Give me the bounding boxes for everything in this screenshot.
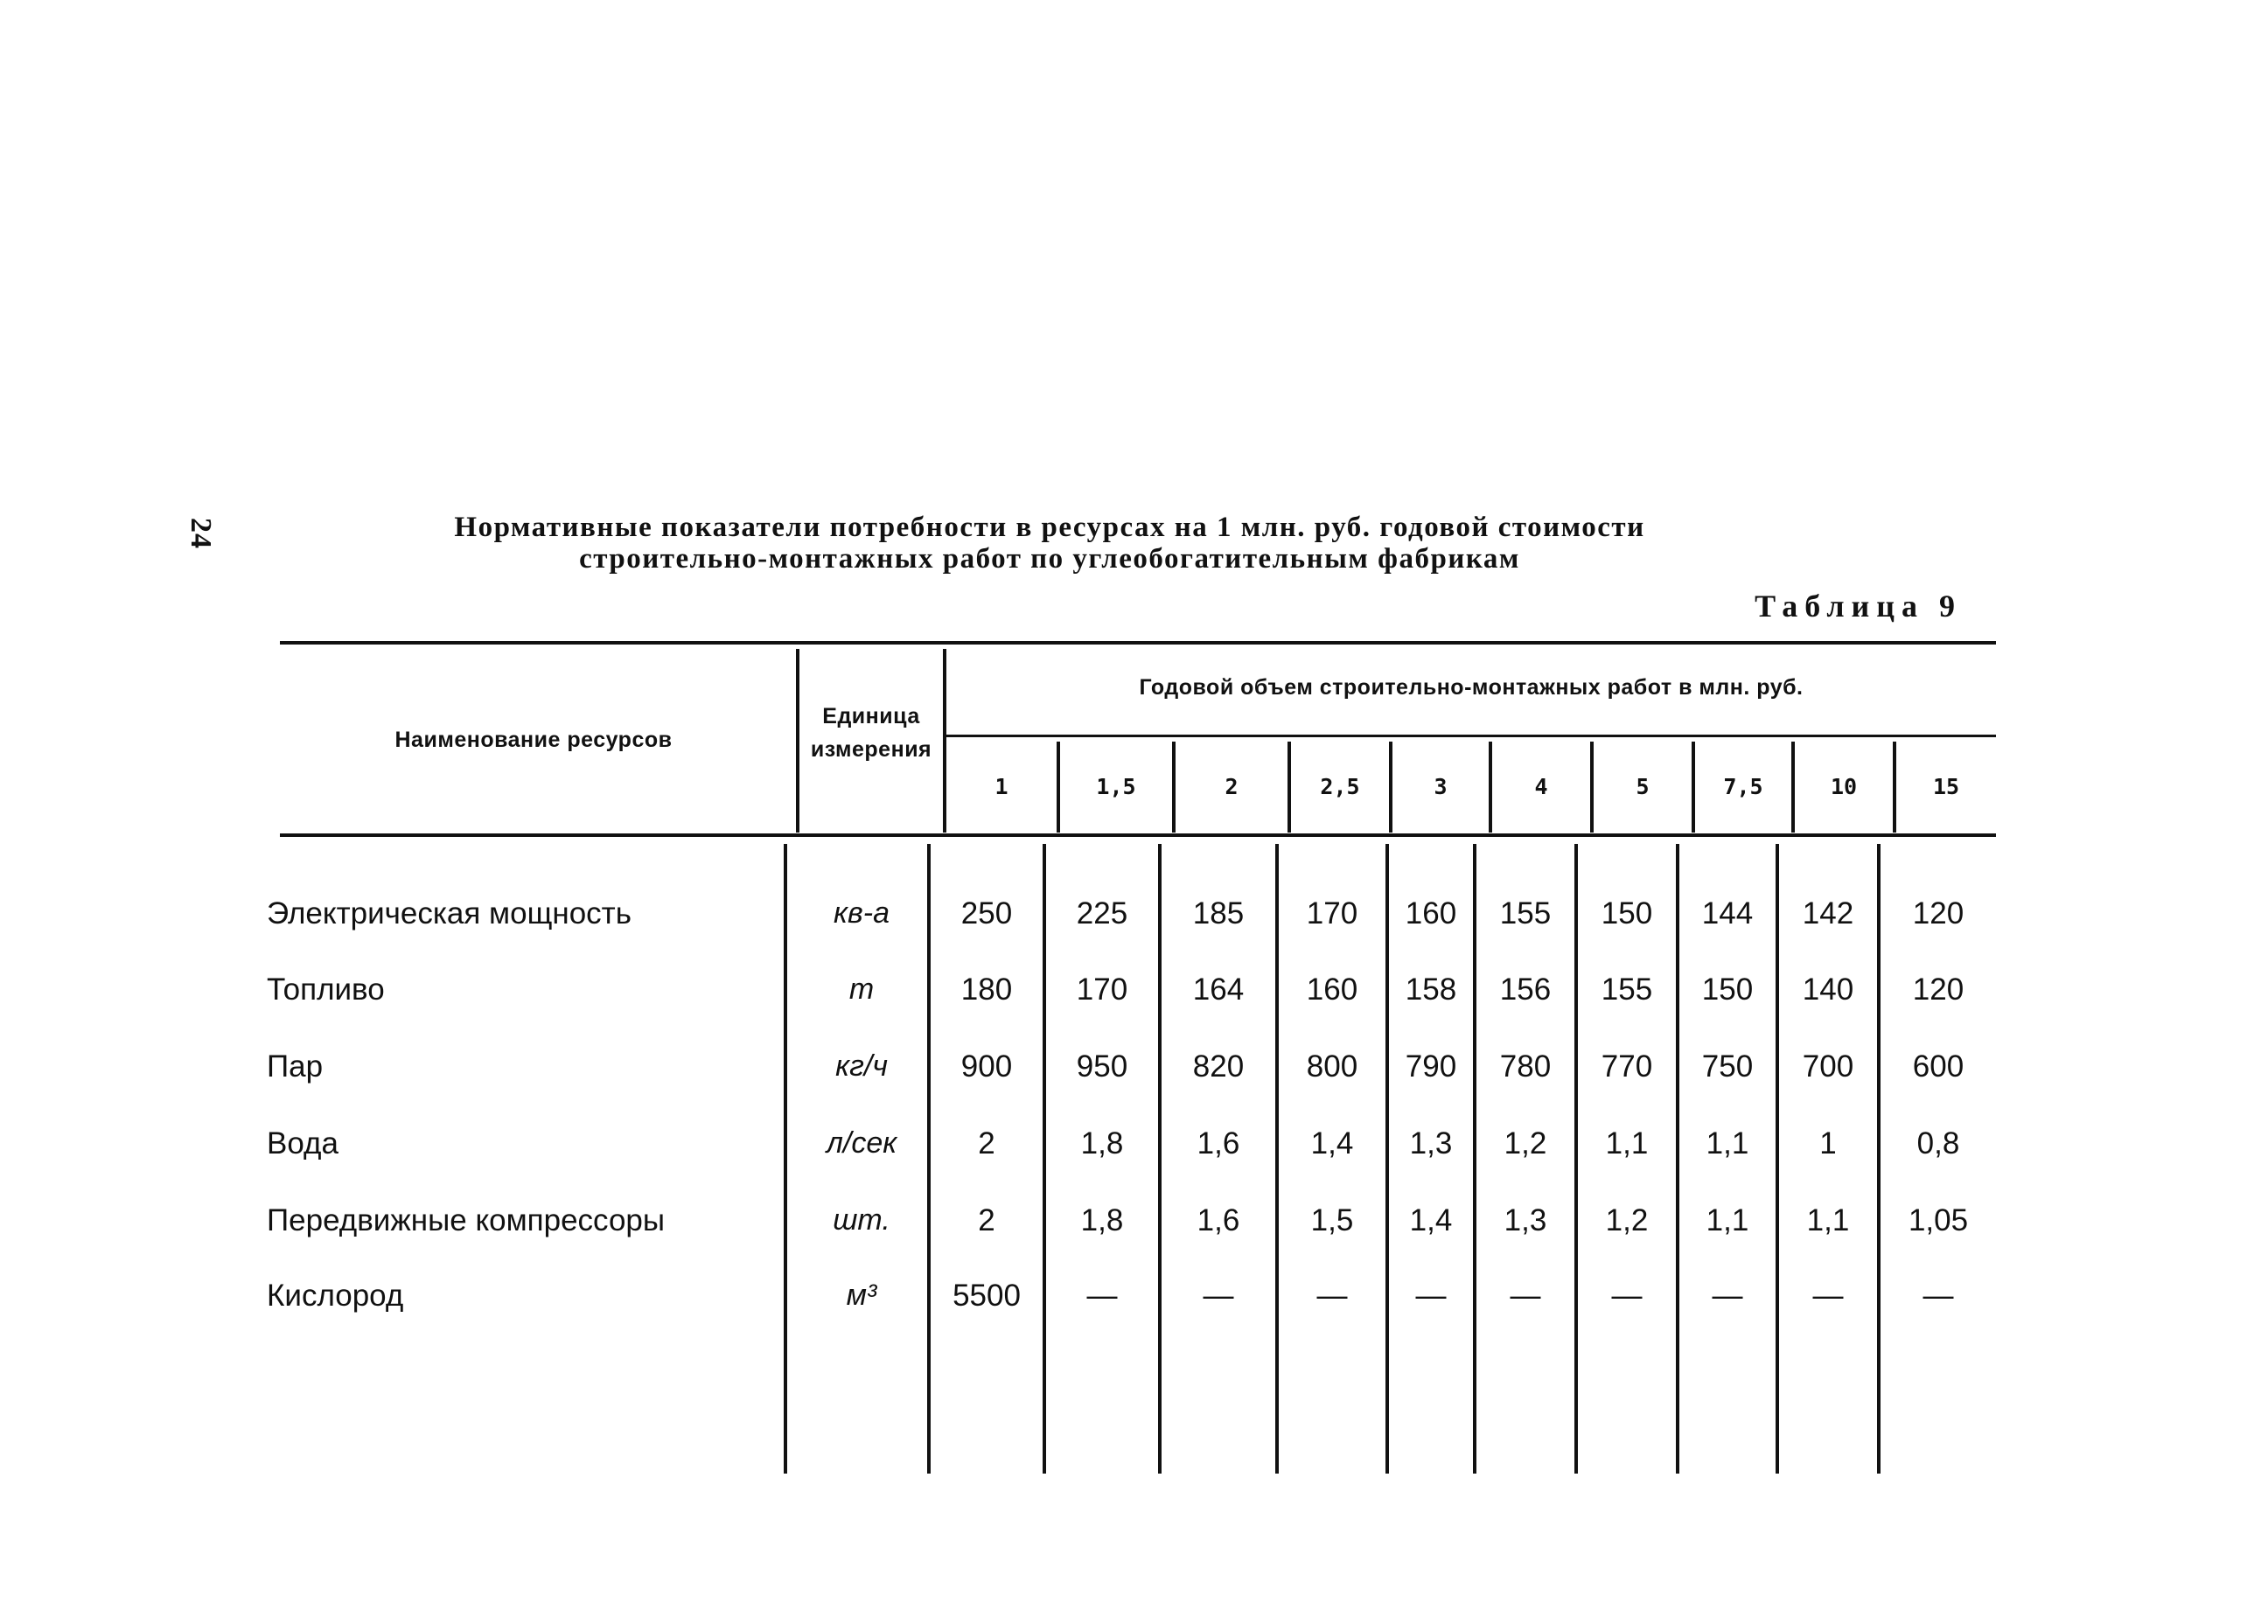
resource-name: Кислород (267, 1279, 404, 1313)
table-cell: 780 (1499, 1049, 1552, 1084)
resource-unit: м³ (846, 1279, 877, 1312)
table-cell: 750 (1701, 1049, 1754, 1084)
table-cell: 1,6 (1197, 1126, 1240, 1160)
table-cell: 144 (1701, 896, 1754, 930)
resource-name: Электрическая мощность (267, 896, 632, 930)
header-unit (799, 700, 943, 766)
volume-group-rule (943, 735, 1996, 737)
volume-column-header: 10 (1830, 774, 1858, 799)
table-cell: 770 (1601, 1049, 1653, 1084)
volume-column-header: 3 (1434, 774, 1448, 799)
resource-unit: л/сек (826, 1126, 897, 1160)
table-cell: 1,4 (1310, 1126, 1354, 1160)
page-number: 24 (185, 518, 217, 549)
volume-column-header: 2 (1225, 774, 1239, 799)
resource-unit: шт. (833, 1203, 890, 1237)
header-unit-line1: Единица (822, 704, 920, 728)
table-cell: 120 (1912, 972, 1964, 1007)
table-title (367, 512, 1732, 575)
table-cell: 600 (1912, 1049, 1964, 1084)
table-title-line1: Нормативные показатели потребности в ресурсах на 1 млн. руб. годовой стоимости (454, 512, 1645, 543)
table-cell: 900 (960, 1049, 1013, 1084)
table-cell: 1,8 (1080, 1126, 1124, 1160)
table-cell: 1,6 (1197, 1203, 1240, 1237)
volume-column-header: 4 (1534, 774, 1548, 799)
header-volume-group: Годовой объем строительно-монтажных работ в млн. руб. (1139, 675, 1804, 700)
resource-unit: кг/ч (835, 1049, 888, 1083)
header-resource-name: Наименование ресурсов (394, 728, 673, 752)
table-cell: — (1712, 1279, 1743, 1313)
table-cell: 790 (1405, 1049, 1457, 1084)
table-cell: 170 (1306, 896, 1358, 930)
volume-column-header: 1 (994, 774, 1008, 799)
table-cell: 140 (1802, 972, 1854, 1007)
table-cell: 1,4 (1409, 1203, 1453, 1237)
volume-column-header: 7,5 (1723, 774, 1763, 799)
table-cell: 158 (1405, 972, 1457, 1007)
table-title-line2: строительно-монтажных работ по углеобогатительным фабрикам (579, 543, 1520, 575)
table-cell: 950 (1076, 1049, 1128, 1084)
table-cell: 1,1 (1706, 1203, 1749, 1237)
table-cell: 1,8 (1080, 1203, 1124, 1237)
volume-column-header: 1,5 (1096, 774, 1136, 799)
table-cell: 1,1 (1706, 1126, 1749, 1160)
volume-column-header: 15 (1932, 774, 1960, 799)
table-cell: 1 (1819, 1126, 1837, 1160)
resource-name: Вода (267, 1126, 338, 1160)
table-cell: 800 (1306, 1049, 1358, 1084)
table-cell: 5500 (953, 1279, 1021, 1313)
table-cell: 150 (1601, 896, 1653, 930)
resource-name: Передвижные компрессоры (267, 1203, 666, 1237)
body-divider-unit (784, 844, 787, 1474)
table-cell: — (1316, 1279, 1348, 1313)
table-cell: 120 (1912, 896, 1964, 930)
table-cell: — (1203, 1279, 1234, 1313)
table-cell: 156 (1499, 972, 1552, 1007)
table-cell: 700 (1802, 1049, 1854, 1084)
table-cell: 155 (1499, 896, 1552, 930)
table-cell: 160 (1306, 972, 1358, 1007)
table-cell: — (1812, 1279, 1844, 1313)
table-cell: 164 (1192, 972, 1245, 1007)
header-unit-line2: измерения (810, 737, 932, 762)
table-cell: — (1086, 1279, 1118, 1313)
table-cell: 160 (1405, 896, 1457, 930)
table-number-label: Таблица 9 (1755, 589, 1962, 624)
table-cell: 1,05 (1908, 1203, 1969, 1237)
table-cell: 2 (978, 1126, 995, 1160)
table-cell: 180 (960, 972, 1013, 1007)
table-cell: 1,2 (1605, 1203, 1649, 1237)
volume-column-header: 2,5 (1320, 774, 1360, 799)
header-bottom-rule (280, 833, 1996, 837)
table-cell: — (1415, 1279, 1447, 1313)
resource-unit: т (848, 972, 875, 1006)
table-cell: — (1510, 1279, 1541, 1313)
table-cell: — (1923, 1279, 1954, 1313)
table-top-rule (280, 641, 1996, 645)
resource-name: Пар (267, 1049, 324, 1084)
table-cell: 170 (1076, 972, 1128, 1007)
table-cell: 150 (1701, 972, 1754, 1007)
table-cell: 1,3 (1504, 1203, 1547, 1237)
table-cell: 1,1 (1806, 1203, 1850, 1237)
resource-name: Топливо (267, 972, 385, 1007)
volume-column-header: 5 (1636, 774, 1650, 799)
table-cell: 1,3 (1409, 1126, 1453, 1160)
table-cell: 250 (960, 896, 1013, 930)
table-cell: — (1611, 1279, 1643, 1313)
table-cell: 185 (1192, 896, 1245, 930)
table-cell: 0,8 (1916, 1126, 1960, 1160)
table-cell: 1,2 (1504, 1126, 1547, 1160)
table-cell: 820 (1192, 1049, 1245, 1084)
table-cell: 142 (1802, 896, 1854, 930)
table-cell: 2 (978, 1203, 995, 1237)
table-cell: 225 (1076, 896, 1128, 930)
resource-unit: кв-а (833, 896, 890, 930)
table-cell: 155 (1601, 972, 1653, 1007)
table-cell: 1,5 (1310, 1203, 1354, 1237)
table-cell: 1,1 (1605, 1126, 1649, 1160)
